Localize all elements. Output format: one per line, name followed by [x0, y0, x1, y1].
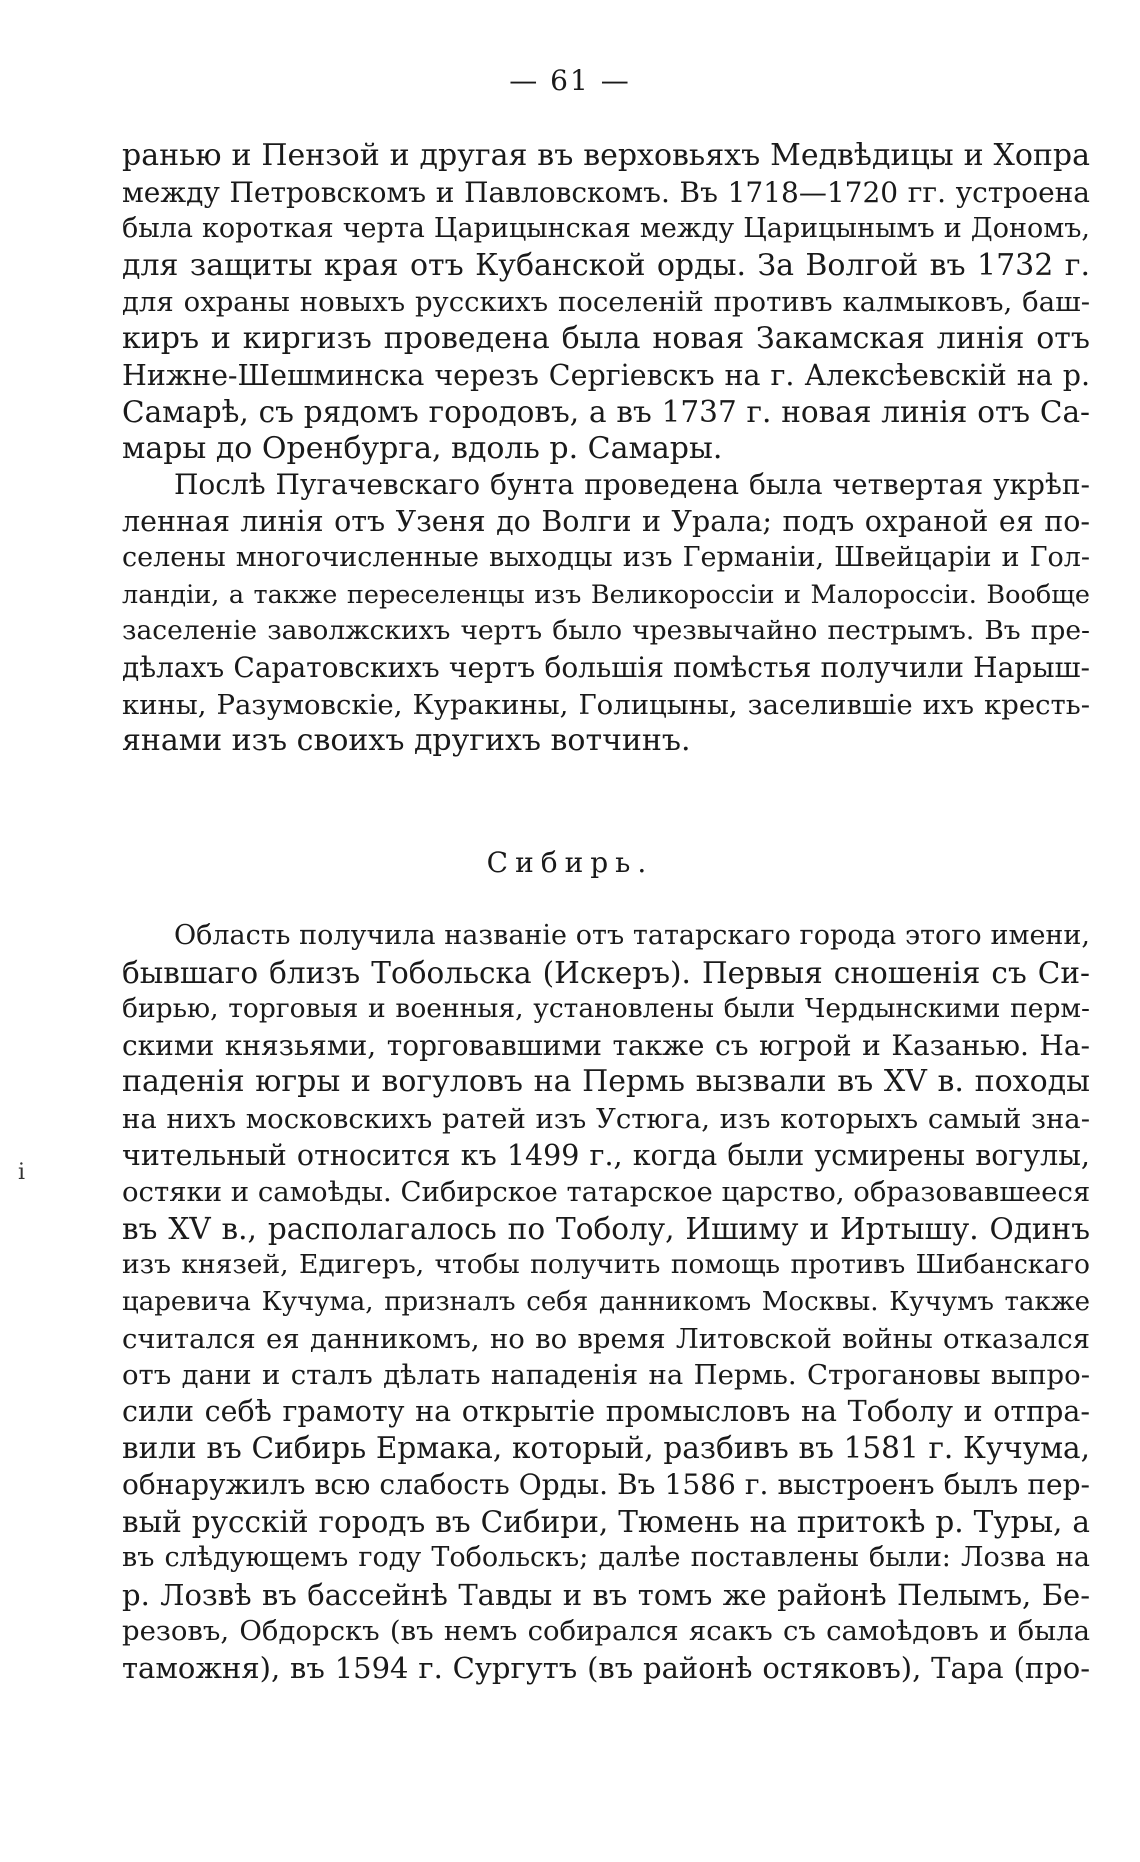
- text-line: ранью и Пензой и другая въ верховьяхъ Медвѣдицы и Хопра: [122, 138, 1090, 173]
- text-line: между Петровскомъ и Павловскомъ. Въ 1718—1720 гг. устроена: [122, 175, 1090, 209]
- text-line: для охраны новыхъ русскихъ поселеній противъ калмыковъ, баш-: [122, 286, 1090, 319]
- text-line: въ XV в., располагалось по Тоболу, Ишиму и Иртышу. Одинъ: [122, 1211, 1090, 1246]
- text-line: для защиты края отъ Кубанской орды. За Волгой въ 1732 г.: [122, 247, 1090, 283]
- text-line: отъ дани и сталъ дѣлать нападенія на Пермь. Строгановы выпро-: [122, 1359, 1090, 1392]
- text-line: кины, Разумовскіе, Куракины, Голицыны, заселившіе ихъ кресть-: [122, 688, 1090, 721]
- text-line: Самарѣ, съ рядомъ городовъ, а въ 1737 г. новая линія отъ Са-: [122, 395, 1090, 430]
- text-line: скими князьями, торговавшими также съ югрой и Казанью. На-: [122, 1028, 1090, 1062]
- text-line: мары до Оренбурга, вдоль р. Самары.: [122, 430, 723, 466]
- text-line: Нижне-Шешминска черезъ Сергіевскъ на г. Алексѣевскій на р.: [122, 358, 1090, 392]
- text-line: киръ и киргизъ проведена была новая Закамская линія отъ: [122, 320, 1090, 356]
- text-line: ленная линія отъ Узеня до Волги и Урала; подъ охраной ея по-: [122, 504, 1090, 538]
- text-line: селены многочисленные выходцы изъ Германіи, Швейцаріи и Гол-: [122, 542, 1090, 574]
- text-line: р. Лозвѣ въ бассейнѣ Тавды и въ томъ же районѣ Пелымъ, Бе-: [122, 1577, 1090, 1612]
- text-line: ландіи, а также переселенцы изъ Великороссіи и Малороссіи. Вообще: [122, 579, 1090, 610]
- text-line: сили себѣ грамоту на открытіе промысловъ на Тоболу и отпра-: [122, 1394, 1090, 1428]
- paragraph-pugachev: [122, 467, 1090, 760]
- section-title: Сибирь.: [486, 846, 654, 879]
- text-line: заселеніе заволжскихъ чертъ было чрезвычайно пестрымъ. Въ пре-: [122, 615, 1090, 647]
- text-line: резовъ, Обдорскъ (въ немъ собирался ясакъ съ самоѣдовъ и была: [122, 1615, 1090, 1648]
- text-line: дѣлахъ Саратовскихъ чертъ большія помѣстья получили Нарыш-: [122, 650, 1090, 684]
- text-line: Область получила названіе отъ татарскаго города этого имени,: [174, 920, 1090, 951]
- text-line: въ слѣдующемъ году Тобольскъ; далѣе поставлены были: Лозва на: [122, 1542, 1090, 1574]
- text-line: остяки и самоѣды. Сибирское татарское царство, образовавшееся: [122, 1176, 1091, 1209]
- text-line: считался ея данникомъ, но во время Литовской войны отказался: [122, 1322, 1090, 1355]
- text-line: таможня), въ 1594 г. Сургутъ (въ районѣ остяковъ), Тара (про-: [122, 1650, 1090, 1685]
- paragraph-siberia: [122, 918, 1090, 1686]
- text-line: паденія югры и вогуловъ на Пермь вызвали въ XV в. походы: [122, 1064, 1090, 1100]
- text-line: бывшаго близъ Тобольска (Искеръ). Первыя сношенія съ Си-: [122, 955, 1090, 990]
- text-line: янами изъ своихъ другихъ вотчинъ.: [122, 723, 691, 759]
- paragraph-fortified-lines: [122, 138, 1090, 467]
- text-line: вый русскій городъ въ Сибири, Тюмень на притокѣ р. Туры, а: [122, 1504, 1090, 1539]
- text-line: чительный относится къ 1499 г., когда были усмирены вогулы,: [122, 1138, 1090, 1172]
- text-line: обнаружилъ всю слабость Орды. Въ 1586 г. выстроенъ былъ пер-: [122, 1467, 1090, 1501]
- text-line: на нихъ московскихъ ратей изъ Устюга, изъ которыхъ самый зна-: [122, 1102, 1090, 1135]
- text-line: бирью, торговыя и военныя, установлены были Чердынскими перм-: [122, 993, 1090, 1025]
- text-line: Послѣ Пугачевскаго бунта проведена была четвертая укрѣп-: [174, 468, 1090, 501]
- page-number: — 61 —: [509, 64, 631, 97]
- text-line: была короткая черта Царицынская между Царицынымъ и Дономъ,: [122, 213, 1090, 245]
- margin-mark: ⅰ: [18, 1160, 26, 1185]
- text-line: царевича Кучума, призналъ себя данникомъ Москвы. Кучумъ также: [122, 1286, 1090, 1317]
- text-line: вили въ Сибирь Ермака, который, разбивъ въ 1581 г. Кучума,: [122, 1431, 1090, 1466]
- text-line: изъ князей, Едигеръ, чтобы получить помощь противъ Шибанскаго: [122, 1249, 1090, 1281]
